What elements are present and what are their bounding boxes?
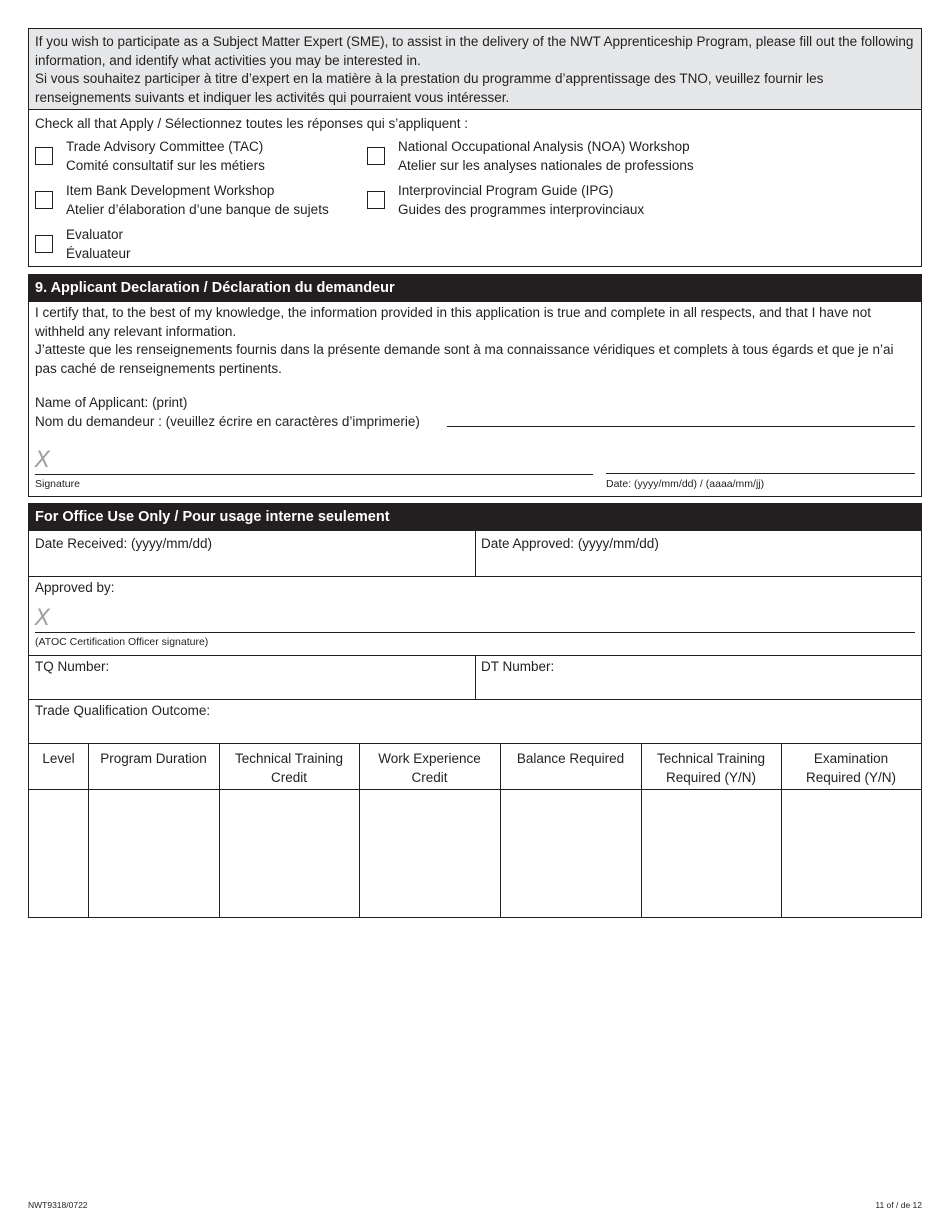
date-field[interactable] bbox=[606, 473, 915, 474]
declaration-section bbox=[28, 274, 922, 497]
officer-signature-field[interactable] bbox=[35, 632, 915, 633]
checkbox-noa[interactable] bbox=[367, 147, 385, 165]
option-item-bank-en: Item Bank Development Workshop bbox=[66, 183, 275, 198]
sme-intro-fr: Si vous souhaitez participer à titre d’expert en la matière à la prestation du programme d’apprentissage des TNO, veuillez fournir les renseignements suivants et indiquer les activités qui pourraient vous intéresser. bbox=[35, 71, 824, 105]
officer-signature-label: (ATOC Certification Officer signature) bbox=[35, 636, 209, 648]
applicant-name-field[interactable] bbox=[447, 426, 915, 427]
option-item-bank-fr: Atelier d’élaboration d’une banque de sujets bbox=[66, 201, 329, 217]
col-program-duration: Program Duration bbox=[100, 751, 207, 766]
signature-label: Signature bbox=[35, 478, 80, 490]
declaration-text bbox=[29, 302, 921, 378]
outcome-table bbox=[29, 743, 921, 918]
option-tac-en: Trade Advisory Committee (TAC) bbox=[66, 139, 264, 154]
sme-intro bbox=[29, 29, 921, 110]
page-number: 11 of / de 12 bbox=[875, 1200, 922, 1210]
signature-x-icon: X bbox=[35, 448, 51, 473]
applicant-name-label-fr: Nom du demandeur : (veuillez écrire en caractères d’imprimerie) bbox=[35, 414, 420, 429]
officer-signature-x-icon: X bbox=[35, 606, 51, 631]
divider bbox=[29, 576, 921, 577]
option-evaluator-en: Evaluator bbox=[66, 227, 124, 242]
date-received-label: Date Received: (yyyy/mm/dd) bbox=[35, 536, 213, 551]
office-use-heading: For Office Use Only / Pour usage interne seulement bbox=[29, 504, 921, 531]
col-balance-required: Balance Required bbox=[516, 751, 625, 766]
col-technical-training-required: Technical Training Required (Y/N) bbox=[656, 751, 766, 785]
outcome-label: Trade Qualification Outcome: bbox=[35, 703, 211, 718]
checkbox-ipg[interactable] bbox=[367, 191, 385, 209]
office-use-section bbox=[28, 503, 922, 918]
option-ipg-en: Interprovincial Program Guide (IPG) bbox=[398, 183, 614, 198]
sme-options bbox=[29, 110, 921, 136]
checkbox-tac[interactable] bbox=[35, 147, 53, 165]
form-id: NWT9318/0722 bbox=[28, 1200, 88, 1210]
option-ipg-fr: Guides des programmes interprovinciaux bbox=[398, 201, 645, 217]
col-examination-required: Examination Required (Y/N) bbox=[805, 751, 897, 785]
date-approved-label: Date Approved: (yyyy/mm/dd) bbox=[481, 536, 659, 551]
checkbox-evaluator[interactable] bbox=[35, 235, 53, 253]
col-level: Level bbox=[42, 751, 75, 766]
sme-section bbox=[28, 28, 922, 267]
declaration-text-en: I certify that, to the best of my knowledge, the information provided in this application is true and complete in all respects, and that I have not withheld any relevant information. bbox=[35, 305, 871, 339]
signature-field[interactable] bbox=[35, 474, 593, 475]
approved-by-label: Approved by: bbox=[35, 580, 115, 595]
option-noa-en: National Occupational Analysis (NOA) Workshop bbox=[398, 139, 690, 154]
sme-intro-en: If you wish to participate as a Subject Matter Expert (SME), to assist in the delivery of the NWT Apprenticeship Program, please fill out the following information, and identify what activities you may be interested in. bbox=[35, 34, 914, 68]
checkbox-item-bank[interactable] bbox=[35, 191, 53, 209]
option-noa-fr: Atelier sur les analyses nationales de professions bbox=[398, 157, 694, 173]
declaration-heading: 9. Applicant Declaration / Déclaration du demandeur bbox=[29, 275, 921, 302]
declaration-text-fr: J’atteste que les renseignements fournis dans la présente demande sont à ma connaissance véridiques et complets à tous égards et que je n’ai pas caché de renseignements pertinents. bbox=[35, 342, 894, 376]
dt-number-label: DT Number: bbox=[481, 659, 555, 674]
tq-number-label: TQ Number: bbox=[35, 659, 110, 674]
col-work-experience-credit: Work Experience Credit bbox=[378, 751, 481, 785]
date-label: Date: (yyyy/mm/dd) / (aaaa/mm/jj) bbox=[606, 478, 765, 490]
table-row[interactable] bbox=[29, 790, 921, 918]
col-technical-training-credit: Technical Training Credit bbox=[234, 751, 344, 785]
option-tac-fr: Comité consultatif sur les métiers bbox=[66, 157, 265, 173]
applicant-name-label-en: Name of Applicant: (print) bbox=[35, 395, 188, 410]
check-all-label: Check all that Apply / Sélectionnez toutes les réponses qui s’appliquent : bbox=[35, 116, 469, 131]
option-evaluator-fr: Évaluateur bbox=[66, 245, 131, 261]
